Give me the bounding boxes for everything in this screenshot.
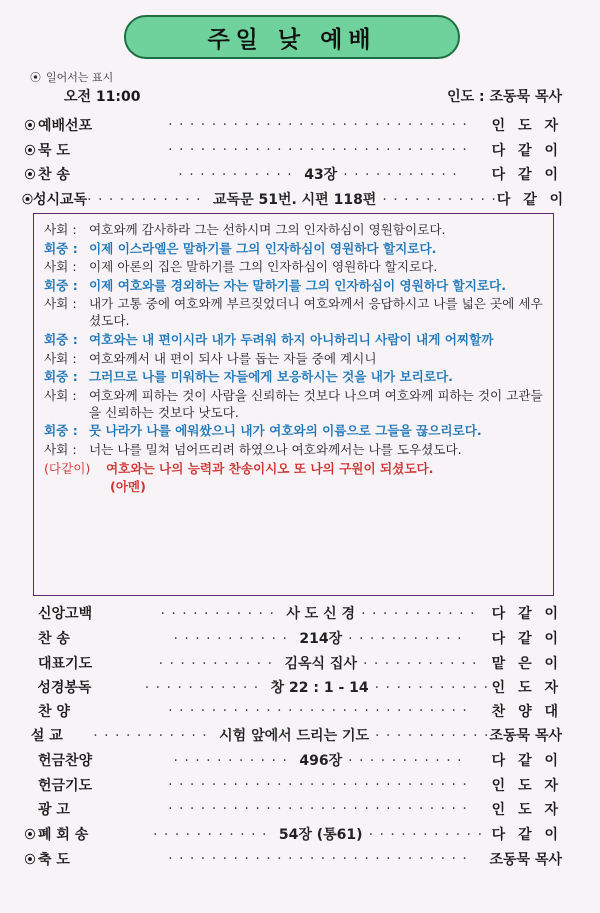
reading-speaker: 사회 :: [44, 222, 77, 237]
order-item-name: 대표기도: [38, 656, 93, 672]
standing-mark-icon: ⦿: [24, 144, 36, 157]
reading-line: [44, 350, 545, 367]
reading-speaker: 사회 :: [44, 387, 77, 403]
reading-line: [44, 441, 545, 458]
order-item-role: 맡 은 이: [491, 656, 562, 672]
order-item-name: 광 고: [38, 802, 70, 818]
order-item-content: · · · · · · · · · · · · · · · · · · · · · · · · · · · ·: [168, 777, 468, 793]
order-row: [22, 188, 568, 210]
reading-text: 여호와께 피하는 것이 사람을 신뢰하는 것보다 나으며 여호와께 피하는 것이 고관들을 신뢰하는 것보다 낫도다.: [89, 387, 543, 420]
reading-line: [44, 277, 545, 294]
order-item-role: 다 같 이: [491, 606, 562, 622]
order-item-role: 다 같 이: [491, 753, 562, 769]
order-row: [22, 724, 562, 746]
order-item-role: 다 같 이: [491, 827, 562, 843]
reading-text: 너는 나를 밀쳐 넘어뜨리려 하였으나 여호와께서는 나를 도우셨도다.: [89, 441, 462, 457]
order-item-name: 설 교: [30, 728, 63, 744]
order-item-name: 묵 도: [38, 143, 70, 159]
reading-line: [44, 422, 545, 439]
order-item-content: · · · · · · · · · · · 시험 앞에서 드리는 기도 · · · · · · · · · · ·: [93, 728, 490, 744]
order-item-name: 폐 회 송: [38, 827, 89, 843]
order-item-content: · · · · · · · · · · · · · · · · · · · · · · · · · · · ·: [168, 851, 468, 867]
standing-mark-icon: ⦿: [24, 853, 36, 866]
order-row: [22, 602, 562, 624]
reading-line: [44, 221, 545, 238]
order-row: [22, 774, 562, 796]
reading-text: 뭇 나라가 나를 에워쌌으니 내가 여호와의 이름으로 그들을 끊으리로다.: [89, 423, 482, 439]
order-item-detail: 시험 앞에서 드리는 기도: [219, 728, 370, 744]
reading-speaker: 회중 :: [44, 240, 78, 256]
standing-mark-icon: ⦿: [24, 828, 36, 841]
title-banner: [124, 15, 460, 59]
page-title: 주일 낮 예배: [124, 15, 460, 59]
order-item-name: 찬 송: [38, 631, 70, 647]
order-row: [22, 749, 562, 771]
reading-speaker: (다같이): [44, 460, 91, 476]
reading-speaker: 회중 :: [44, 331, 78, 347]
reading-line: [44, 240, 545, 257]
standing-mark-icon: ⦿: [30, 71, 41, 84]
order-item-content: · · · · · · · · · · · · · · · · · · · · · · · · · · · ·: [168, 801, 468, 817]
reading-text: 이제 이스라엘은 말하기를 그의 인자하심이 영원하다 할지로다.: [89, 240, 437, 256]
order-item-name: 헌금찬양: [38, 753, 93, 769]
reading-speaker: 사회 :: [44, 296, 77, 312]
order-item-content: · · · · · · · · · · · 43장 · · · · · · · · · · ·: [178, 167, 458, 183]
reading-text: 이제 여호와를 경외하는 자는 말하기를 그의 인자하심이 영원하다 할지로다.: [89, 277, 506, 293]
reading-speaker: 회중 :: [44, 277, 78, 293]
order-item-content: · · · · · · · · · · · 창 22 : 1 - 14 · · · · · · · · · · ·: [144, 680, 490, 696]
order-row: [22, 114, 562, 136]
order-item-detail: 창 22 : 1 - 14: [270, 680, 369, 696]
order-item-detail: 사 도 신 경: [286, 606, 356, 622]
order-item-role: 다 같 이: [491, 631, 562, 647]
order-item-name: 예배선포: [38, 118, 93, 134]
reading-text: 그러므로 나를 미워하는 자들에게 보응하시는 것을 내가 보리로다.: [89, 369, 453, 385]
order-item-name: 헌금기도: [38, 778, 93, 794]
order-item-role: 다 같 이: [491, 143, 562, 159]
order-item-content: · · · · · · · · · · · 496장 · · · · · · · · · · ·: [173, 753, 463, 769]
order-row: [22, 700, 562, 722]
order-item-name: 성시교독: [33, 192, 88, 208]
reading-line: [44, 368, 545, 385]
reading-text: 여호와께서 내 편이 되사 나를 돕는 자들 중에 계시니: [89, 350, 377, 366]
order-item-name: 신앙고백: [38, 606, 93, 622]
order-item-detail: 43장: [304, 167, 338, 183]
order-item-content: · · · · · · · · · · · · · · · · · · · · · · · · · · · ·: [168, 703, 468, 719]
standing-legend: [30, 69, 113, 85]
order-item-role: 인 도 자: [491, 118, 562, 134]
reading-speaker: 회중 :: [44, 423, 78, 439]
order-item-role: 인 도 자: [491, 680, 562, 696]
reading-line: [44, 387, 545, 421]
order-item-content: · · · · · · · · · · · 사 도 신 경 · · · · · · · · · · ·: [160, 606, 476, 622]
standing-mark-icon: ⦿: [22, 193, 33, 206]
service-time: 오전 11:00: [64, 89, 141, 105]
order-item-detail: 54장 (통61): [278, 827, 363, 843]
order-row: [22, 627, 562, 649]
order-item-role: 인 도 자: [491, 778, 562, 794]
order-row: [22, 676, 562, 698]
order-item-name: 찬 양: [38, 704, 70, 720]
responsive-reading: [33, 213, 554, 596]
order-item-role: 다 같 이: [496, 192, 568, 208]
reading-speaker: 회중 :: [44, 369, 78, 385]
order-item-name: 찬 송: [38, 167, 70, 183]
order-item-detail: 김옥식 집사: [284, 656, 357, 672]
order-row: [22, 652, 562, 674]
order-item-detail: 교독문 51번. 시편 118편: [213, 192, 377, 208]
reading-line: [44, 460, 545, 477]
order-item-role: 조동묵 목사: [489, 852, 562, 868]
reading-line: [44, 258, 545, 275]
order-item-content: · · · · · · · · · · · · · · · · · · · · · · · · · · · ·: [168, 117, 468, 133]
order-item-role: 인 도 자: [491, 802, 562, 818]
order-row: [22, 798, 562, 820]
reading-lines: [44, 221, 545, 477]
order-item-name: 축 도: [38, 852, 70, 868]
order-item-role: 조동묵 목사: [489, 728, 562, 744]
reading-text: 여호와는 나의 능력과 찬송이시오 또 나의 구원이 되셨도다.: [106, 460, 434, 476]
order-item-content: · · · · · · · · · · · 김옥식 집사 · · · · · · · · · · ·: [158, 656, 478, 672]
standing-mark-icon: ⦿: [24, 119, 36, 132]
reading-text: 여호와는 내 편이시라 내가 두려워 하지 아니하리니 사람이 내게 어찌할까: [89, 331, 494, 347]
amen: (아멘): [110, 479, 146, 495]
reading-text: 이제 아론의 집은 말하기를 그의 인자하심이 영원하다 할지로다.: [89, 259, 438, 275]
order-item-role: 다 같 이: [491, 167, 562, 183]
order-row: [22, 848, 562, 870]
order-row: [22, 823, 562, 845]
reading-speaker: 사회 :: [44, 350, 77, 366]
reading-speaker: 사회 :: [44, 259, 77, 275]
order-item-content: · · · · · · · · · · · 54장 (통61) · · · · · · · · · · ·: [152, 827, 484, 843]
order-row: [22, 163, 562, 185]
order-item-name: 성경봉독: [37, 680, 92, 696]
legend-text: 일어서는 표시: [46, 71, 114, 84]
order-item-content: · · · · · · · · · · · · · · · · · · · · · · · · · · · ·: [168, 142, 468, 158]
reading-speaker: 사회 :: [44, 441, 77, 457]
order-row: [22, 139, 562, 161]
reading-text: 내가 고통 중에 여호와께 부르짖었더니 여호와께서 응답하시고 나를 넓은 곳에 세우셨도다.: [89, 296, 543, 329]
reading-line: [44, 295, 545, 329]
service-leader: 인도 : 조동묵 목사: [447, 89, 562, 105]
standing-mark-icon: ⦿: [24, 168, 36, 181]
order-item-detail: 496장: [299, 753, 343, 769]
reading-line: [44, 331, 545, 348]
order-item-content: · · · · · · · · · · · 교독문 51번. 시편 118편 · · · · · · · · · · ·: [87, 192, 497, 208]
order-item-detail: 214장: [299, 631, 343, 647]
order-item-content: · · · · · · · · · · · 214장 · · · · · · · · · · ·: [173, 631, 463, 647]
order-item-role: 찬 양 대: [491, 704, 562, 720]
reading-text: 여호와께 감사하라 그는 선하시며 그의 인자하심이 영원함이로다.: [89, 222, 446, 237]
